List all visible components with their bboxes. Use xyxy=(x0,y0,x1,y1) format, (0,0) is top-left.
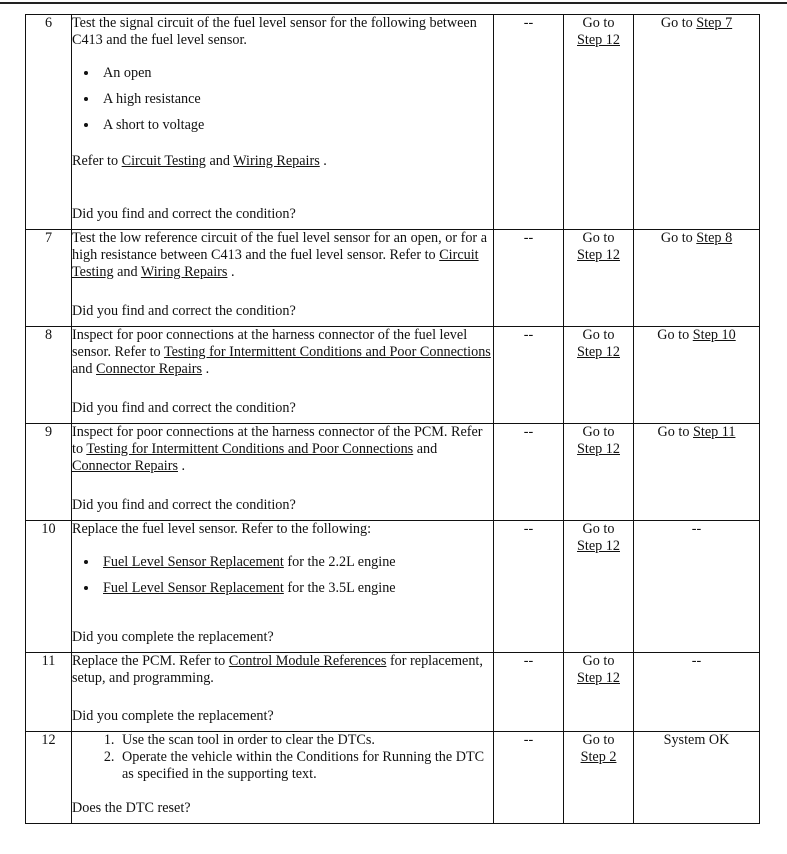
yes-step-link[interactable]: Step 12 xyxy=(577,32,620,48)
reference-text xyxy=(72,153,493,170)
step-number: 6 xyxy=(26,15,72,230)
step-number: 9 xyxy=(26,424,72,521)
yes-step-link[interactable]: Step 2 xyxy=(580,749,617,765)
action-cell xyxy=(72,327,494,424)
yes-go-to: Go to xyxy=(582,653,615,669)
list-item xyxy=(99,554,493,571)
yes-cell xyxy=(564,230,634,327)
list-item xyxy=(99,580,493,597)
no-go-to: Go to xyxy=(657,327,693,343)
no-step-link[interactable]: Step 11 xyxy=(693,424,736,440)
yes-cell xyxy=(564,732,634,824)
yes-go-to: Go to xyxy=(582,15,615,31)
step-number: 12 xyxy=(26,732,72,824)
action-cell xyxy=(72,15,494,230)
no-go-to: Go to xyxy=(657,424,694,440)
diagnostic-table xyxy=(25,14,760,824)
intro-text: Replace the PCM. Refer to xyxy=(72,653,229,669)
value-cell: -- xyxy=(494,15,564,230)
yes-step-link[interactable]: Step 12 xyxy=(577,247,620,263)
intermittent-conditions-link[interactable]: Testing for Intermittent Conditions and Poor Connections xyxy=(163,344,491,360)
fuel-level-sensor-replacement-link[interactable]: Fuel Level Sensor Replacement xyxy=(103,580,284,596)
question-text: Did you find and correct the condition? xyxy=(72,206,296,222)
question-text: Did you find and correct the condition? xyxy=(72,303,296,319)
action-text xyxy=(72,327,493,378)
no-step-link[interactable]: Step 8 xyxy=(696,230,733,246)
fuel-level-sensor-replacement-link[interactable]: Fuel Level Sensor Replacement xyxy=(103,554,284,570)
table-row xyxy=(26,424,760,521)
action-text xyxy=(72,230,493,281)
wiring-repairs-link[interactable]: Wiring Repairs xyxy=(140,264,228,280)
no-cell: -- xyxy=(634,521,760,653)
question-text: Did you find and correct the condition? xyxy=(72,400,296,416)
yes-go-to: Go to xyxy=(582,424,615,440)
connector-repairs-link[interactable]: Connector Repairs xyxy=(72,458,178,474)
yes-step-link[interactable]: Step 12 xyxy=(577,344,620,360)
ref-and: and xyxy=(413,441,438,457)
yes-step-link[interactable]: Step 12 xyxy=(577,670,620,686)
ref-suffix: . xyxy=(227,264,235,280)
ref-suffix: . xyxy=(319,153,327,169)
list-item: • A high resistance xyxy=(99,91,493,108)
value-cell: -- xyxy=(494,327,564,424)
action-cell xyxy=(72,424,494,521)
ref-and: and xyxy=(205,153,234,169)
no-cell xyxy=(634,15,760,230)
action-text: Replace the fuel level sensor. Refer to the following: xyxy=(72,521,372,537)
action-cell xyxy=(72,653,494,732)
list-item: 2. Operate the vehicle within the Conditions for Running the DTC as specified in the supporting text. xyxy=(118,749,493,783)
no-go-to: Go to xyxy=(660,15,697,31)
bullet-list xyxy=(72,554,493,597)
list-item: • An open xyxy=(99,65,493,82)
ref-suffix: . xyxy=(177,458,186,474)
no-cell: -- xyxy=(634,653,760,732)
numbered-list xyxy=(72,732,493,783)
intro-text: Inspect for poor connections at the harness connector of the fuel level sensor. Refer to xyxy=(72,327,468,360)
yes-go-to: Go to xyxy=(582,732,615,748)
ref-and: and xyxy=(72,361,97,377)
bullet-list xyxy=(72,65,493,134)
ref-suffix: for replacement, setup, and programming. xyxy=(72,653,483,686)
ref-and: and xyxy=(113,264,141,280)
yes-cell xyxy=(564,521,634,653)
yes-cell xyxy=(564,424,634,521)
no-cell xyxy=(634,230,760,327)
step-number: 8 xyxy=(26,327,72,424)
action-text xyxy=(72,653,493,687)
value-cell: -- xyxy=(494,521,564,653)
circuit-testing-link[interactable]: Circuit Testing xyxy=(72,247,479,280)
ref-suffix: . xyxy=(202,361,210,377)
list-item: • A short to voltage xyxy=(99,117,493,134)
table-row xyxy=(26,521,760,653)
intro-text: Test the low reference circuit of the fuel level sensor for an open, or for a high resistance between C413 and the fuel level sensor. Refer to xyxy=(72,230,487,263)
bullet-text: for the 3.5L engine xyxy=(283,580,396,596)
value-cell: -- xyxy=(494,424,564,521)
yes-cell xyxy=(564,653,634,732)
question-text: Did you complete the replacement? xyxy=(72,629,274,645)
list-item: 1. Use the scan tool in order to clear the DTCs. xyxy=(118,732,493,749)
no-go-to: Go to xyxy=(660,230,697,246)
intro-text: Inspect for poor connections at the harness connector of the PCM. Refer to xyxy=(72,424,483,457)
value-cell: -- xyxy=(494,653,564,732)
wiring-repairs-link[interactable]: Wiring Repairs xyxy=(233,153,320,169)
yes-step-link[interactable]: Step 12 xyxy=(577,538,620,554)
no-cell xyxy=(634,424,760,521)
table-row xyxy=(26,732,760,824)
table-row xyxy=(26,230,760,327)
connector-repairs-link[interactable]: Connector Repairs xyxy=(96,361,203,377)
action-text xyxy=(72,424,493,475)
no-step-link[interactable]: Step 7 xyxy=(696,15,733,31)
table-row xyxy=(26,15,760,230)
action-cell xyxy=(72,732,494,824)
table-row xyxy=(26,653,760,732)
question-text: Did you complete the replacement? xyxy=(72,708,274,724)
control-module-references-link[interactable]: Control Module References xyxy=(228,653,387,669)
circuit-testing-link[interactable]: Circuit Testing xyxy=(121,153,206,169)
question-text: Does the DTC reset? xyxy=(72,800,191,816)
step-number: 10 xyxy=(26,521,72,653)
step-number: 11 xyxy=(26,653,72,732)
yes-cell xyxy=(564,15,634,230)
table-row xyxy=(26,327,760,424)
action-cell xyxy=(72,521,494,653)
no-cell: System OK xyxy=(634,732,760,824)
action-cell xyxy=(72,230,494,327)
page-top-rule xyxy=(0,2,787,4)
ref-prefix: Refer to xyxy=(72,153,122,169)
yes-go-to: Go to xyxy=(582,230,615,246)
value-cell: -- xyxy=(494,732,564,824)
action-text: Test the signal circuit of the fuel level sensor for the following between C413 and the fuel level sensor. xyxy=(72,15,477,48)
question-text: Did you find and correct the condition? xyxy=(72,497,296,513)
bullet-text: for the 2.2L engine xyxy=(283,554,396,570)
yes-go-to: Go to xyxy=(582,521,615,537)
yes-step-link[interactable]: Step 12 xyxy=(577,441,620,457)
no-step-link[interactable]: Step 10 xyxy=(692,327,736,343)
intermittent-conditions-link[interactable]: Testing for Intermittent Conditions and Poor Connections xyxy=(86,441,414,457)
value-cell: -- xyxy=(494,230,564,327)
no-cell xyxy=(634,327,760,424)
yes-cell xyxy=(564,327,634,424)
yes-go-to: Go to xyxy=(582,327,615,343)
step-number: 7 xyxy=(26,230,72,327)
